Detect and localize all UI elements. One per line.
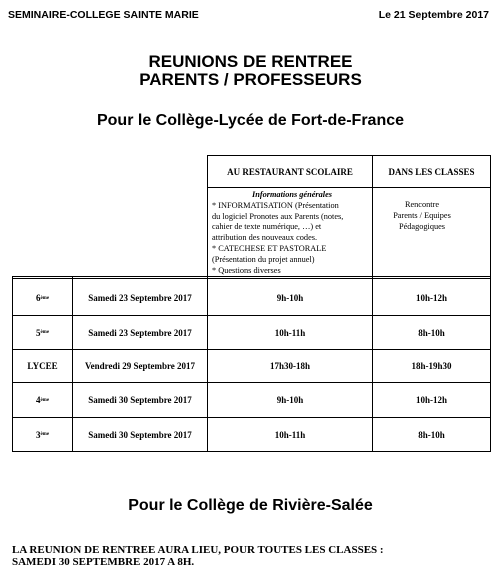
row-restaurant-time: 9h-10h [276,293,304,303]
section-heading-riviere-salee: Pour le Collège de Rivière-Salée [128,497,373,514]
level-number: 3 [35,429,41,440]
rencontre-line: Pédagogiques [398,221,446,231]
row-classes-time: 10h-12h [415,293,447,303]
classes-meeting-description [374,200,470,232]
level-number: 4 [35,395,41,405]
row-date: Vendredi 29 Septembre 2017 [84,361,196,371]
info-line: * CATECHESE ET PASTORALE [212,243,327,253]
row-restaurant-time: 9h-10h [276,395,304,405]
table-line [207,187,491,188]
row-restaurant-time: 10h-11h [274,327,306,338]
row-classes-time: 8h-10h [418,429,445,440]
level-number: 5 [35,327,41,338]
level-suffix: ème [40,432,50,437]
section-heading-fort-de-france: Pour le Collège-Lycée de Fort-de-France [96,112,405,129]
info-line: * INFORMATISATION (Présentation [212,200,339,210]
announcement-line: SAMEDI 30 SEPTEMBRE 2017 A 8H. [12,556,195,568]
level-number: LYCEE [27,361,58,371]
row-classes-time: 8h-10h [418,327,445,338]
row-level [13,281,72,315]
level-suffix: ème [40,397,50,403]
level-suffix: ème [40,295,50,301]
info-line: cahier de texte numérique, …) et [212,222,322,232]
row-date: Samedi 30 Septembre 2017 [88,429,192,440]
row-level [13,350,72,382]
row-date: Samedi 30 Septembre 2017 [88,395,192,405]
document-date: Le 21 Septembre 2017 [378,9,489,21]
row-date: Samedi 23 Septembre 2017 [88,327,192,338]
info-line: du logiciel Pronotes aux Parents (notes, [212,211,344,221]
row-level [13,316,72,349]
rencontre-line: Rencontre [404,200,440,209]
row-level [13,418,72,451]
table-double-line [12,276,491,279]
row-restaurant-time: 17h30-18h [269,361,310,371]
general-information [212,190,372,276]
school-name: SEMINAIRE-COLLEGE SAINTE MARIE [8,9,199,21]
rencontre-line: Parents / Equipes [393,210,451,220]
table-line [490,155,491,452]
info-line: * Questions diverses [212,265,281,275]
page-subtitle: PARENTS / PROFESSEURS [139,70,362,89]
column-header-restaurant: AU RESTAURANT SCOLAIRE [227,166,353,177]
column-header-classes: DANS LES CLASSES [388,166,475,177]
level-number: 6 [35,293,41,303]
row-restaurant-time: 10h-11h [274,429,306,440]
row-classes-time: 18h-19h30 [411,361,452,371]
info-line: attribution des nouveaux codes. [212,233,318,243]
row-classes-time: 10h-12h [415,395,447,405]
info-heading: Informations générales [252,190,332,199]
row-level [13,383,72,417]
table-line [12,451,491,452]
info-line: (Présentation du projet annuel) [212,254,315,264]
page-title: REUNIONS DE RENTREE [148,52,353,71]
announcement-line: LA REUNION DE RENTREE AURA LIEU, POUR TOUTES LES CLASSES : [12,544,384,556]
row-date: Samedi 23 Septembre 2017 [88,293,192,303]
level-suffix: ème [40,330,50,335]
announcement [12,544,384,568]
